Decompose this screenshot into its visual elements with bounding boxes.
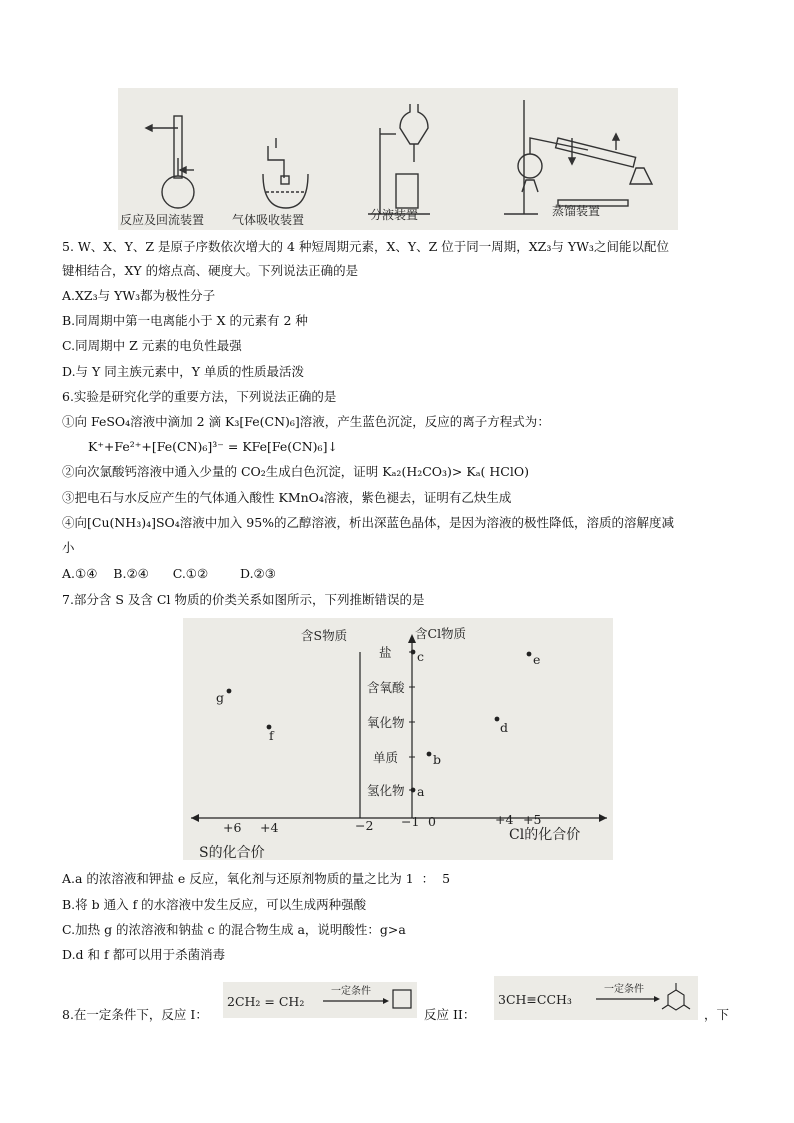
point-a-dot (411, 788, 416, 793)
point-b-dot (427, 752, 432, 757)
cl-axis-label: Cl的化合价 (509, 827, 581, 843)
diagram-right-title: 含Cl物质 (415, 626, 467, 641)
gas-absorption-icon (263, 138, 308, 208)
trimethylbenzene-icon (662, 983, 690, 1010)
apparatus-label-absorption: 气体吸收装置 (232, 213, 305, 227)
apparatus-label-distillation: 蒸馏装置 (552, 204, 601, 218)
cl-tick-plus5: +5 (523, 812, 542, 827)
q5-stem-line2: 键相结合，XY 的熔点高、硬度大。下列说法正确的是 (62, 263, 359, 278)
cl-tick-0: 0 (428, 814, 436, 829)
s-tick-minus2: −2 (355, 818, 374, 833)
point-label-a: a (417, 784, 425, 799)
point-label-e: e (533, 652, 541, 667)
point-d-dot (495, 717, 500, 722)
q5-stem-line1: 5. W、X、Y、Z 是原子序数依次增大的 4 种短周期元素，X、Y、Z 位于同一周期，XZ₃与 YW₃之间能以配位 (62, 239, 669, 254)
reaction-1-condition: 一定条件 (331, 986, 371, 997)
point-label-c: c (417, 649, 425, 664)
q6-stem: 6.实验是研究化学的重要方法，下列说法正确的是 (62, 389, 337, 404)
cl-tick-plus4: +4 (495, 812, 514, 827)
s-axis-label: S的化合价 (199, 845, 265, 861)
q7-option-d: D.d 和 f 都可以用于杀菌消毒 (62, 947, 226, 962)
category-element: 单质 (373, 750, 399, 765)
valence-category-diagram (183, 618, 613, 860)
q6-statement-4-cont: 小 (62, 540, 75, 555)
point-e-dot (527, 652, 532, 657)
q7-stem: 7.部分含 S 及含 Cl 物质的价类关系如图所示，下列推断错误的是 (62, 592, 425, 607)
reaction-1-reactant: 2CH₂ = CH₂ (227, 994, 305, 1009)
apparatus-figure (118, 88, 678, 230)
q8-suffix: ，下 (704, 1007, 730, 1022)
q6-statement-4: ④向[Cu(NH₃)₄]SO₄溶液中加入 95%的乙醇溶液，析出深蓝色晶体，是因为溶液的极性降低，溶质的溶解度减 (62, 515, 675, 530)
reaction-2-condition: 一定条件 (604, 984, 644, 995)
product-box (393, 990, 411, 1008)
reaction-2-reactant: 3CH≡CCH₃ (498, 992, 572, 1007)
reaction-1-image (223, 982, 417, 1018)
distillation-apparatus-icon (504, 100, 652, 214)
q8-mid: 反应 II： (424, 1007, 476, 1022)
separatory-funnel-icon (368, 104, 430, 214)
q5-option-c: C.同周期中 Z 元素的电负性最强 (62, 338, 242, 353)
s-tick-plus4: +4 (260, 820, 279, 835)
category-oxyacid: 含氧酸 (367, 680, 405, 695)
q6-statement-3: ③把电石与水反应产生的气体通入酸性 KMnO₄溶液，紫色褪去，证明有乙炔生成 (62, 490, 512, 505)
point-label-d: d (500, 720, 509, 735)
point-c-dot (411, 650, 416, 655)
q7-option-a: A.a 的浓溶液和钾盐 e 反应，氧化剂与还原剂物质的量之比为 1 ： 5 (62, 871, 451, 886)
diagram-left-title: 含S物质 (301, 628, 348, 643)
q6-statement-1: ①向 FeSO₄溶液中滴加 2 滴 K₃[Fe(CN)₆]溶液，产生蓝色沉淀，反应的离子方程式为： (62, 414, 550, 429)
category-salt: 盐 (379, 645, 392, 660)
q6-options: A.①④ B.②④ C.①② D.②③ (62, 566, 276, 581)
reaction-2-image (494, 976, 698, 1020)
q6-statement-2: ②向次氯酸钙溶液中通入少量的 CO₂生成白色沉淀，证明 Kₐ₂(H₂CO₃)> Kₐ( HClO) (62, 464, 529, 479)
s-tick-plus6: +6 (223, 820, 242, 835)
apparatus-label-separation: 分液装置 (370, 208, 419, 222)
point-g-dot (227, 689, 232, 694)
reaction-1-arrow-icon (223, 982, 417, 1018)
point-label-g: g (216, 690, 225, 705)
q6-ionic-equation: K⁺+Fe²⁺+[Fe(CN)₆]³⁻ = KFe[Fe(CN)₆]↓ (88, 439, 338, 454)
q5-option-b: B.同周期中第一电离能小于 X 的元素有 2 种 (62, 313, 308, 328)
cl-tick-minus1: −1 (401, 814, 420, 829)
category-oxide: 氧化物 (367, 715, 405, 730)
apparatus-label-reflux: 反应及回流装置 (120, 213, 205, 227)
point-label-b: b (433, 752, 442, 767)
q5-option-d: D.与 Y 同主族元素中，Y 单质的性质最活泼 (62, 364, 304, 379)
reaction-2-arrow-icon (494, 976, 698, 1020)
category-hydride: 氢化物 (367, 783, 405, 798)
q7-option-c: C.加热 g 的浓溶液和钠盐 c 的混合物生成 a，说明酸性：g>a (62, 922, 406, 937)
q8-prefix: 8.在一定条件下，反应 I： (62, 1007, 208, 1022)
q7-option-b: B.将 b 通入 f 的水溶液中发生反应，可以生成两种强酸 (62, 897, 367, 912)
point-label-f: f (269, 728, 274, 743)
reflux-apparatus-icon (146, 116, 194, 208)
q5-option-a: A.XZ₃与 YW₃都为极性分子 (62, 288, 216, 303)
